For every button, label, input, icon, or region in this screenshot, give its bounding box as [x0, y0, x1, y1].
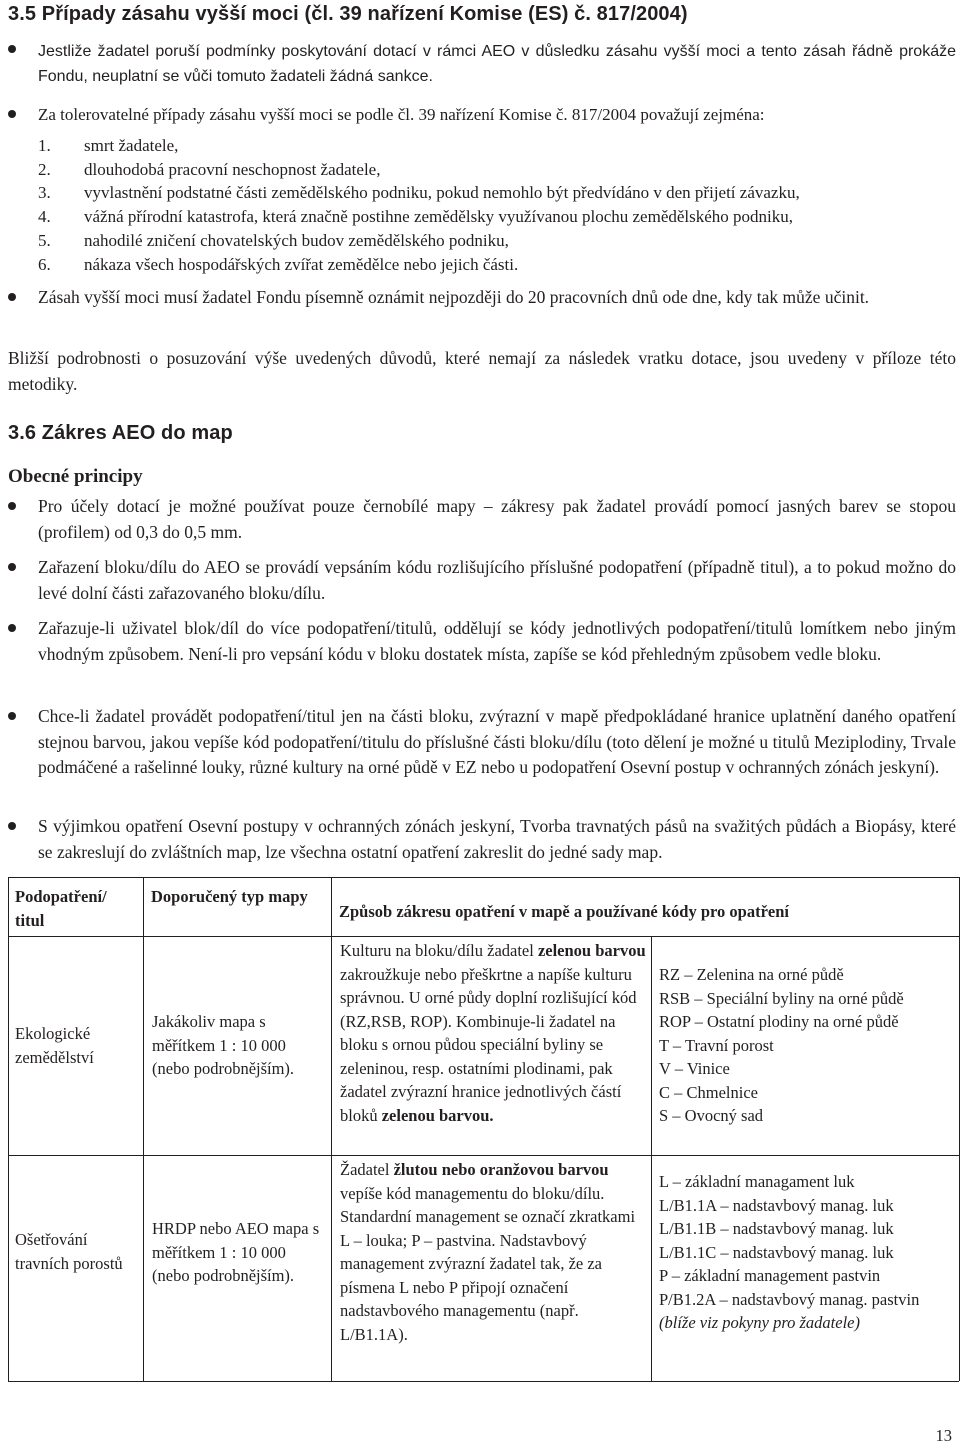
code-item: ROP – Ostatní plodiny na orné půdě — [659, 1012, 899, 1031]
table-cell-codes — [659, 963, 957, 1128]
code-item: L/B1.1C – nadstavbový manag. luk — [659, 1242, 894, 1262]
list-item-number: 1. — [38, 136, 51, 155]
list-item-number: 2. — [38, 160, 51, 179]
list-item — [38, 182, 84, 204]
table-cell-method — [340, 1158, 646, 1346]
table-border — [8, 877, 9, 1381]
table-header — [339, 900, 954, 924]
code-item — [659, 1288, 949, 1335]
paragraph: Bližší podrobnosti o posuzování výše uvedených důvodů, které nemají za následek vratku dotace, jsou uvedeny v příloze této metodiky. — [8, 348, 956, 394]
table-border — [8, 1381, 959, 1382]
code-item: T – Travní porost — [659, 1035, 774, 1055]
page-number: 13 — [935, 1426, 952, 1445]
list-item-text: vyvlastnění podstatné části zemědělského podniku, pokud nemohlo být předvídáno v den přijetí závazku, — [84, 183, 800, 202]
table-header — [15, 885, 140, 932]
list-item-text: smrt žadatele, — [84, 136, 179, 155]
table-cell-subtitle: Ekologické zemědělství — [15, 1024, 94, 1067]
bullet-icon — [8, 502, 16, 510]
bullet-icon — [8, 563, 16, 571]
method-text: Kulturu na bloku/dílu žadatel — [340, 941, 538, 960]
section-heading-3-5: 3.5 Případy zásahu vyšší moci (čl. 39 nařízení Komise (ES) č. 817/2004) — [8, 3, 688, 25]
method-text-bold: zelenou barvou — [537, 941, 646, 960]
list-item — [38, 254, 84, 276]
table-border — [331, 936, 959, 937]
bullet-icon — [8, 822, 16, 830]
list-item-text: nákaza všech hospodářských zvířat zemědělce nebo jejich části. — [84, 255, 519, 274]
bullet-text: Jestliže žadatel poruší podmínky poskytování dotací v rámci AEO v důsledku zásahu vyšší moci a tento zásah řádně prokáže Fondu, neuplatní se vůči tomuto žadateli žádná sankce. — [38, 43, 956, 85]
list-item-number: 4. — [38, 207, 51, 226]
method-text: vepíše kód managementu do bloku/dílu. Standardní management se označí zkratkami L – louka; P – pastvina. Nadstavbový management zvýrazní žadatel tak, že za písmena L nebo P připojí označení nadstavbového managementu (např. L/B1.1A). — [340, 1183, 636, 1344]
table-border — [8, 1155, 959, 1156]
table-border — [143, 877, 144, 1381]
list-item-number: 5. — [38, 231, 51, 250]
code-item: S – Ovocný sad — [659, 1106, 764, 1125]
list-item-number: 3. — [38, 183, 51, 202]
code-item-text: P/B1.2A – nadstavbový manag. pastvin — [659, 1289, 920, 1309]
list-item-number: 6. — [38, 255, 51, 274]
table-cell-map: Jakákoliv mapa s měřítkem 1 : 10 000 (nebo podrobnějším). — [152, 1012, 295, 1078]
table-cell-map: HRDP nebo AEO mapa s měřítkem 1 : 10 000 (nebo podrobnějším). — [152, 1219, 320, 1285]
bullet-text: Chce-li žadatel provádět podopatření/titul jen na části bloku, zvýrazní v mapě předpokládané hranice uplatnění daného opatření stejnou barvou, jakou vepíše kód podopatření/titulu do příslušné části bloku/dílu (toto dělení je možné u titulů Meziplodiny, Trvale podmáčené a rašelinné louky, různé kultury na orné půdě v EZ nebo u podopatření Osevní postup v ochranných zónách jeskyní). — [38, 706, 956, 777]
bullet-text: S výjimkou opatření Osevní postupy v ochranných zónách jeskyní, Tvorba travnatých pásů na svažitých půdách a Biopásy, které se zakreslují do zvláštních map, lze všechna ostatní opatření zakreslit do jedné sady map. — [38, 816, 956, 862]
method-text-bold: zelenou barvou. — [381, 1105, 494, 1125]
bullet-text: Pro účely dotací je možné používat pouze černobílé mapy – zákresy pak žadatel provádí pomocí jasných barev se stopou (profilem) od 0,3 do 0,5 mm. — [38, 496, 956, 542]
list-item-text: dlouhodobá pracovní neschopnost žadatele, — [84, 160, 381, 179]
bullet-text: Zařazení bloku/dílu do AEO se provádí vepsáním kódu rozlišujícího příslušné podopatření (případně titul), a to pokud možno do levé dolní části zařazovaného bloku/dílu. — [38, 557, 956, 603]
method-text-bold: žlutou nebo oranžovou barvou — [393, 1160, 609, 1179]
list-item — [38, 230, 84, 252]
table-header — [151, 885, 321, 909]
table-header-label: Podopatření/ titul — [15, 887, 107, 930]
table-cell-subtitle: Ošetřování travních porostů — [15, 1230, 123, 1273]
code-item: L/B1.1A – nadstavbový manag. luk — [659, 1195, 894, 1215]
list-item-text: nahodilé zničení chovatelských budov zemědělského podniku, — [84, 231, 509, 250]
code-item: L/B1.1B – nadstavbový manag. luk — [659, 1219, 894, 1238]
table-cell-codes — [659, 1170, 957, 1335]
table-border — [651, 936, 652, 1381]
table-cell-method — [340, 939, 646, 1127]
table-header-label: Doporučený typ mapy — [151, 887, 308, 906]
codes-table — [8, 877, 959, 1381]
table-border — [8, 936, 143, 937]
table-border — [8, 877, 959, 878]
code-note: (blíže viz pokyny pro žadatele) — [659, 1313, 860, 1332]
bullet-text: Zásah vyšší moci musí žadatel Fondu písemně oznámit nejpozději do 20 pracovních dnů ode dne, kdy tak může učinit. — [38, 287, 870, 307]
method-text: Žadatel — [340, 1160, 394, 1179]
code-item: P – základní management pastvin — [659, 1266, 881, 1285]
code-item: L – základní managament luk — [659, 1172, 855, 1191]
subheading: Obecné principy — [8, 466, 143, 487]
bullet-icon — [8, 45, 16, 53]
bullet-icon — [8, 293, 16, 301]
list-item — [38, 206, 84, 228]
code-item: C – Chmelnice — [659, 1082, 758, 1102]
bullet-icon — [8, 110, 16, 118]
code-item: RZ – Zelenina na orné půdě — [659, 965, 844, 984]
list-item — [38, 159, 84, 181]
section-heading-3-6: 3.6 Zákres AEO do map — [8, 422, 233, 444]
table-border — [143, 936, 331, 937]
code-item: RSB – Speciální byliny na orné půdě — [659, 988, 904, 1008]
bullet-text: Za tolerovatelné případy zásahu vyšší moci se podle čl. 39 nařízení Komise č. 817/2004 považují zejména: — [38, 105, 765, 124]
method-text: zakroužkuje nebo přeškrtne a napíše kulturu správnou. U orné půdy doplní rozlišující kód (RZ,RSB, ROP). Kombinuje-li žadatel na bloku s ornou půdou speciální byliny se zeleninou, resp. ostatními plodinami, pak žadatel zvýrazní hranice jednotlivých částí bloků — [340, 964, 637, 1125]
bullet-text: Zařazuje-li uživatel blok/díl do více podopatření/titulů, oddělují se kódy jednotlivých podopatření/titulů lomítkem nebo jiným vhodným způsobem. Není-li pro vepsání kódu v bloku dostatek místa, zapíše se kód přehledným způsobem vedle bloku. — [38, 618, 956, 664]
bullet-icon — [8, 712, 16, 720]
code-item: V – Vinice — [659, 1059, 730, 1078]
table-header-label: Způsob zákresu opatření v mapě a používané kódy pro opatření — [339, 902, 789, 921]
list-item-text: vážná přírodní katastrofa, která značně postihne zemědělsky využívanou plochu zemědělského podniku, — [84, 207, 794, 226]
table-border — [331, 877, 332, 1381]
bullet-icon — [8, 624, 16, 632]
list-item — [38, 135, 84, 157]
